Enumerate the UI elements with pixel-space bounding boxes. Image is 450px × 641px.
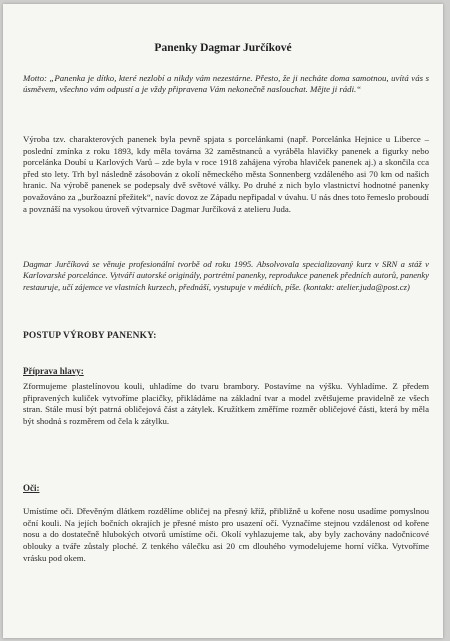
author-paragraph: Dagmar Jurčíková se věnuje profesionální tvorbě od roku 1995. Absolvovala specializovaný kurz v SRN a stáž v Karlovarské porcelánce. Vytváří autorské originály, portrétní panenky, reprodukce panenek předních autorů, panenky restauruje, učí zájemce ve vlastních kurzech, přednáší, vystupuje v médiích, píše. (kontakt: atelier.juda@post.cz) [23, 259, 429, 292]
intro-paragraph: Výroba tzv. charakterových panenek byla pevně spjata s porcelánkami (např. Porcelánka Hejnice u Liberce – poslední zmínka z roku 1893, kdy měla továrna 32 zaměstnanců a vyráběla hlavičky panenek a figurky nebo porcelánka Doubí u Karlových Varů – zde byla v roce 1918 zahájena výroba hlaviček panenek aj.) a skončila cca před sto lety. Trh byl následně zásobován z okolí německého města Sonnenberg vzdáleného asi 70 km od našich hranic. Na výrobě panenek se podepsaly dvě světové války. Po druhé z nich bylo vlastnictví hodnotné panenky považováno za „buržoazní přežitek“, navíc dovoz ze Západu nepřipadal v úvahu. U nás dnes toto řemeslo proboudí a povznáší na vysokou úroveň výtvarnice Dagmar Jurčíková z atelieru Juda. [23, 134, 429, 214]
head-preparation-paragraph: Zformujeme plastelínovou kouli, uhladíme do tvaru brambory. Postavíme na výšku. Vyhladíme. Z předem připravených kuliček vytvoříme placičky, přikládáme na základní tvar a model zvětšujeme pravidelně ze všech stran. Stále musí být patrná obličejová část a zátylek. Kružítkem změříme rozměr obličejové části, která by měla být shodná s rozměrem od čela k zátylku. [23, 381, 429, 426]
page-title: Panenky Dagmar Jurčíkové [154, 42, 292, 54]
document-page [3, 4, 443, 638]
eyes-heading: Oči: [23, 483, 40, 493]
motto [23, 73, 429, 96]
eyes-paragraph: Umístíme oči. Dřevěným dlátkem rozdělíme obličej na přesný kříž, přibližně u kořene nosu usadíme pomyslnou oční kouli. Na jejích bočních okrajích je přesné místo pro usazení očí. Vyznačíme stejnou vzdálenost od kořene nosu a do dostatečně hlubokých otvorů umístíme oči. Okolí vyhlazujeme tak, aby byly zachovány nadočnicové oblouky a tváře zůstaly ploché. Z tenkého válečku asi 20 cm dlouhého vymodelujeme horní víčka. Vytvoříme vrásku pod okem. [23, 506, 429, 563]
head-preparation-heading: Příprava hlavy: [23, 366, 84, 376]
motto-label: Motto: [23, 73, 47, 83]
motto-text: „Panenka je dítko, které nezlobí a nikdy vám nezestárne. Přesto, že ji necháte doma samotnou, uvítá vás s úsměvem, všechno vám odpustí a je vždy připravena Vám nekonečně naslouchat. Mějte ji rádi.“ [23, 73, 429, 95]
process-heading: POSTUP VÝROBY PANENKY: [23, 331, 157, 341]
